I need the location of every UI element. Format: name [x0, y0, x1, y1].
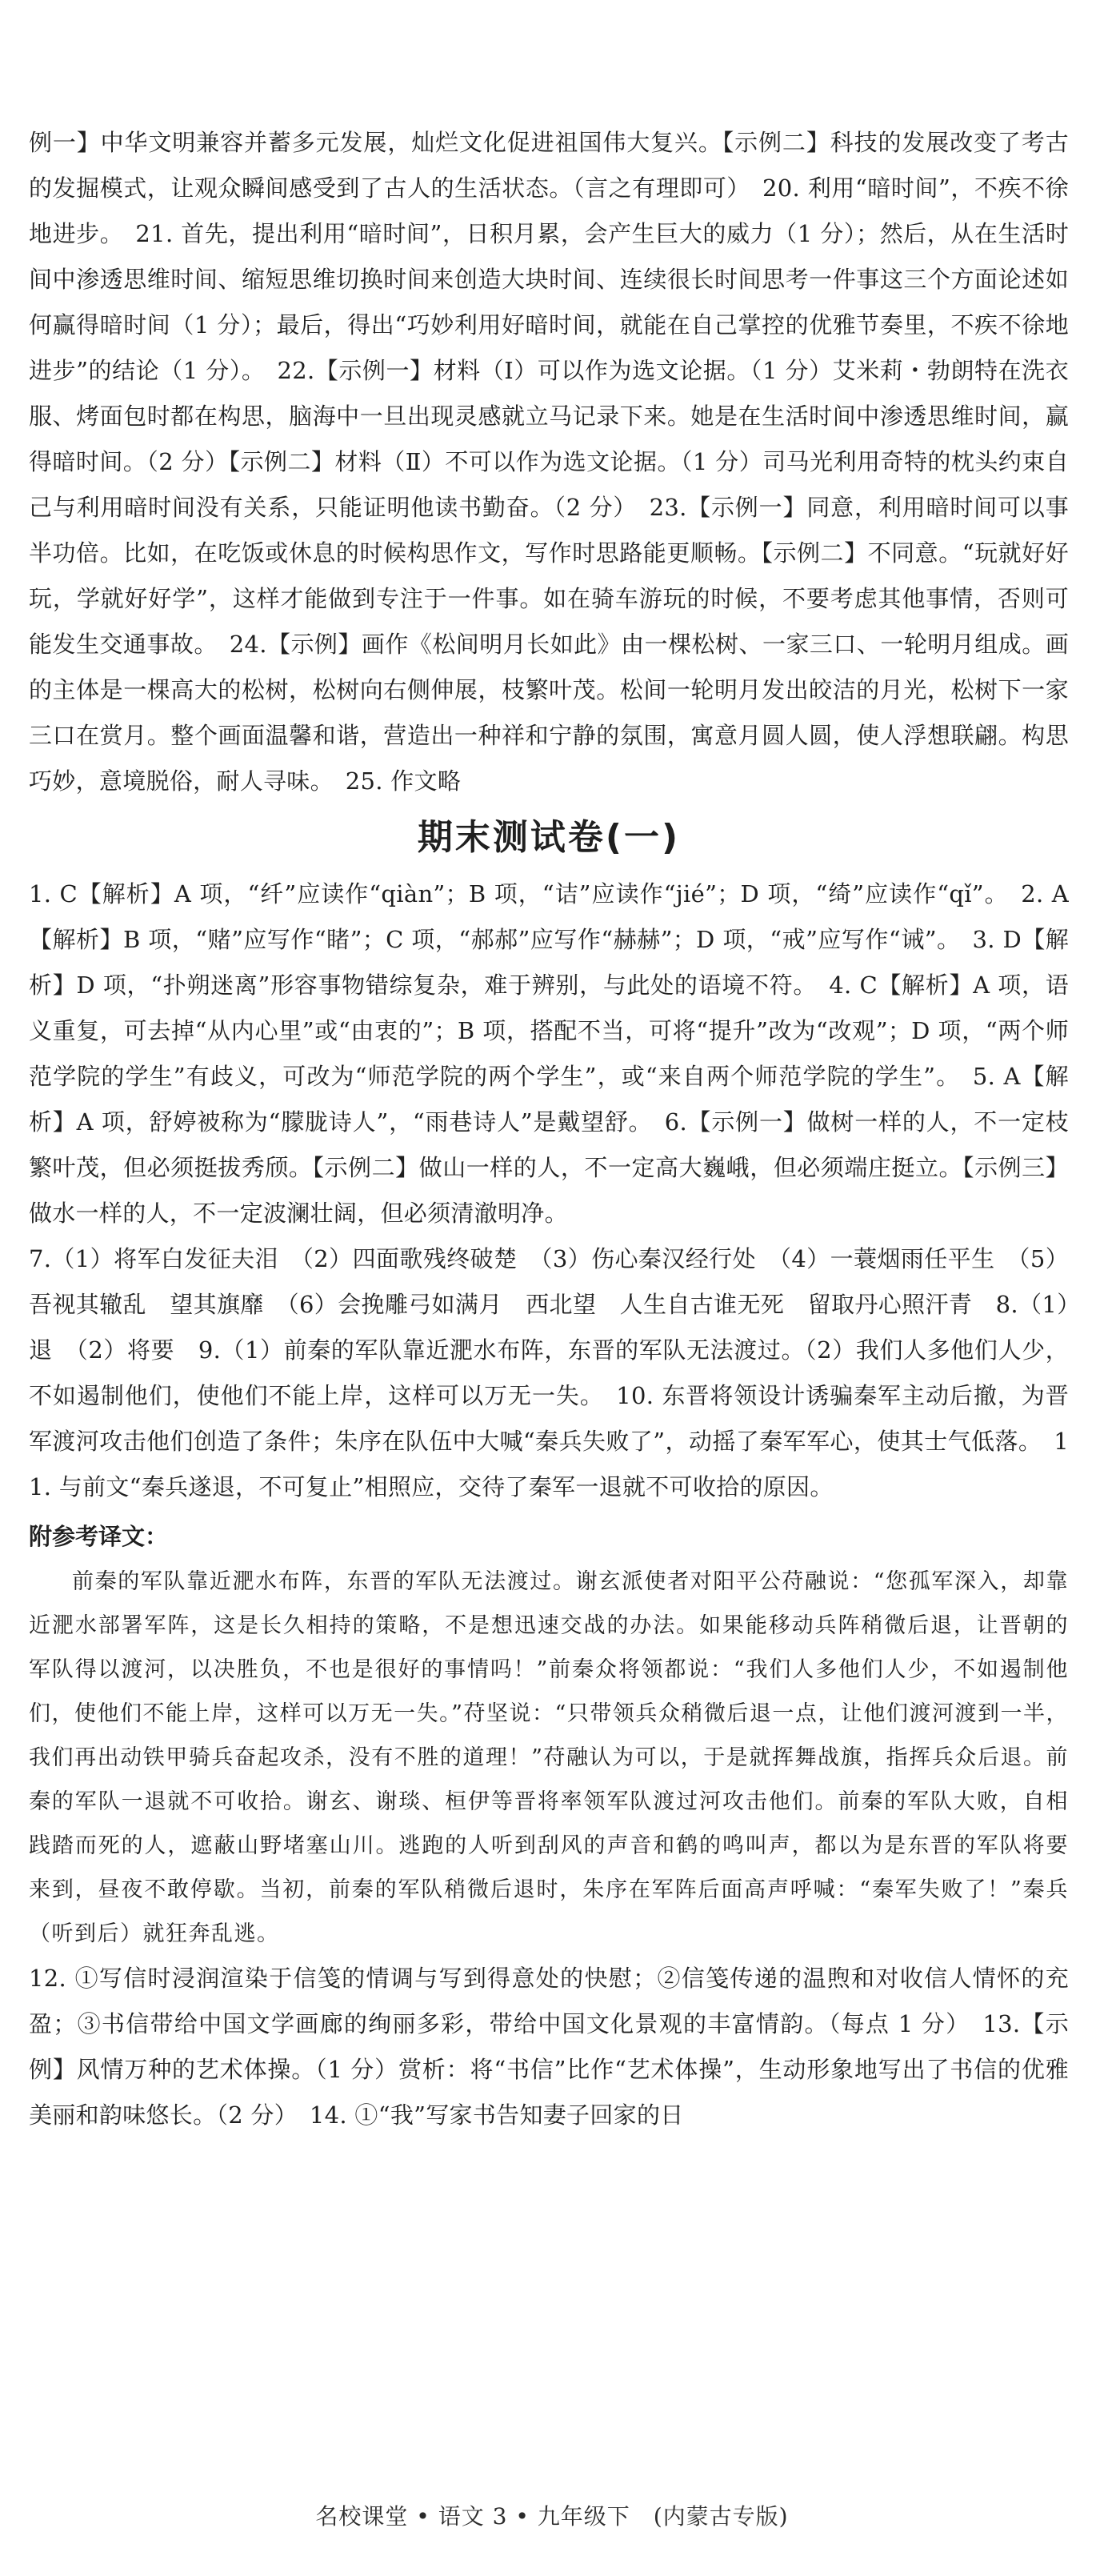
page-footer: 名校课堂 • 语文 3 • 九年级下 (内蒙古专版) — [315, 2503, 789, 2530]
answer-paragraph-1: 例一】中华文明兼容并蓄多元发展，灿烂文化促进祖国伟大复兴。【示例二】科技的发展改变了考古的发掘模式，让观众瞬间感受到了古人的生活状态。（言之有理即可） 20. 利用“暗时间”，不疾不徐地进步。 21. 首先，提出利用“暗时间”，日积月累，会产生巨大的威力（1 分）；然后，从在生活时间中渗透思维时间、缩短思维切换时间来创造大块时间、连续很长时间思考一件事这三个方面论述如何赢得暗时间（1 分）；最后，得出“巧妙利用好暗时间，就能在自己掌控的优雅节奏里，不疾不徐地进步”的结论（1 分）。 22.【示例一】材料（Ⅰ）可以作为选文论据。（1 分）艾米莉・勃朗特在洗衣服、烤面包时都在构思，脑海中一旦出现灵感就立马记录下来。她是在生活时间中渗透思维时间，赢得暗时间。（2 分）【示例二】材料（Ⅱ）不可以作为选文论据。（1 分）司马光利用奇特的枕头约束自己与利用暗时间没有关系，只能证明他读书勤奋。（2 分） 23.【示例一】同意，利用暗时间可以事半功倍。比如，在吃饭或休息的时候构思作文，写作时思路能更顺畅。【示例二】不同意。“玩就好好玩，学就好好学”，这样才能做到专注于一件事。如在骑车游玩的时候，不要考虑其他事情，否则可能发生交通事故。 24.【示例】画作《松间明月长如此》由一棵松树、一家三口、一轮明月组成。画的主体是一棵高大的松树，松树向右侧伸展，枝繁叶茂。松间一轮明月发出皎洁的月光，松树下一家三口在赏月。整个画面温馨和谐，营造出一种祥和宁静的氛围，寓意月圆人圆，使人浮想联翩。构思巧妙，意境脱俗，耐人寻味。 25. 作文略 — [29, 129, 1069, 795]
answer-page — [29, 120, 1069, 2553]
answer-paragraph-2: 1. C【解析】A 项，“纤”应读作“qiàn”；B 项，“诘”应读作“jié”；D 项，“绮”应读作“qǐ”。 2. A【解析】B 项，“赌”应写作“睹”；C 项，“郝郝”应写作“赫赫”；D 项，“戒”应写作“诫”。 3. D【解析】D 项，“扑朔迷离”形容事物错综复杂，难于辨别，与此处的语境不符。 4. C【解析】A 项，语义重复，可去掉“从内心里”或“由衷的”；B 项，搭配不当，可将“提升”改为“改观”；D 项，“两个师范学院的学生”有歧义，可改为“师范学院的两个学生”，或“来自两个师范学院的学生”。 5. A【解析】A 项，舒婷被称为“朦胧诗人”，“雨巷诗人”是戴望舒。 6.【示例一】做树一样的人，不一定枝繁叶茂，但必须挺拔秀颀。【示例二】做山一样的人，不一定高大巍峨，但必须端庄挺立。【示例三】做水一样的人，不一定波澜壮阔，但必须清澈明净。 — [29, 880, 1069, 1227]
answer-paragraph-4: 12. ①写信时浸润渲染于信笺的情调与写到得意处的快慰；②信笺传递的温煦和对收信人情怀的充盈；③书信带给中国文学画廊的绚丽多彩，带给中国文化景观的丰富情韵。（每点 1 分） 13.【示例】风情万种的艺术体操。（1 分）赏析：将“书信”比作“艺术体操”，生动形象地写出了书信的优雅美丽和韵味悠长。（2 分） 14. ①“我”写家书告知妻子回家的日 — [29, 1965, 1069, 2129]
reference-translation-label: 附参考译文： — [29, 1523, 169, 1550]
reference-translation-text: 前秦的军队靠近淝水布阵，东晋的军队无法渡过。谢玄派使者对阳平公苻融说：“您孤军深入，却靠近淝水部署军阵，这是长久相持的策略，不是想迅速交战的办法。如果能移动兵阵稍微后退，让晋朝的军队得以渡河，以决胜负，不也是很好的事情吗！”前秦众将领都说：“我们人多他们人少，不如遏制他们，使他们不能上岸，这样可以万无一失。”苻坚说：“只带领兵众稍微后退一点，让他们渡河渡到一半，我们再出动铁甲骑兵奋起攻杀，没有不胜的道理！”苻融认为可以，于是就挥舞战旗，指挥兵众后退。前秦的军队一退就不可收拾。谢玄、谢琰、桓伊等晋将率领军队渡过河攻击他们。前秦的军队大败，自相践踏而死的人，遮蔽山野堵塞山川。逃跑的人听到刮风的声音和鹤的鸣叫声，都以为是东晋的军队将要来到，昼夜不敢停歇。当初，前秦的军队稍微后退时，朱序在军阵后面高声呼喊：“秦军失败了！”秦兵（听到后）就狂奔乱逃。 — [29, 1569, 1069, 1946]
answer-paragraph-3: 7.（1）将军白发征夫泪 （2）四面歌残终破楚 （3）伤心秦汉经行处 （4）一蓑烟雨任平生 （5）吾视其辙乱 望其旗靡 （6）会挽雕弓如满月 西北望 人生自古谁无死 留取丹心照汗青 8.（1）退 （2）将要 9.（1）前秦的军队靠近淝水布阵，东晋的军队无法渡过。（2）我们人多他们人少，不如遏制他们，使他们不能上岸，这样可以万无一失。 10. 东晋将领设计诱骗秦军主动后撤，为晋军渡河攻击他们创造了条件；朱序在队伍中大喊“秦兵失败了”，动摇了秦军军心，使其士气低落。 11. 与前文“秦兵遂退，不可复止”相照应，交待了秦军一退就不可收拾的原因。 — [29, 1245, 1069, 1500]
section-title: 期末测试卷(一) — [417, 817, 681, 858]
